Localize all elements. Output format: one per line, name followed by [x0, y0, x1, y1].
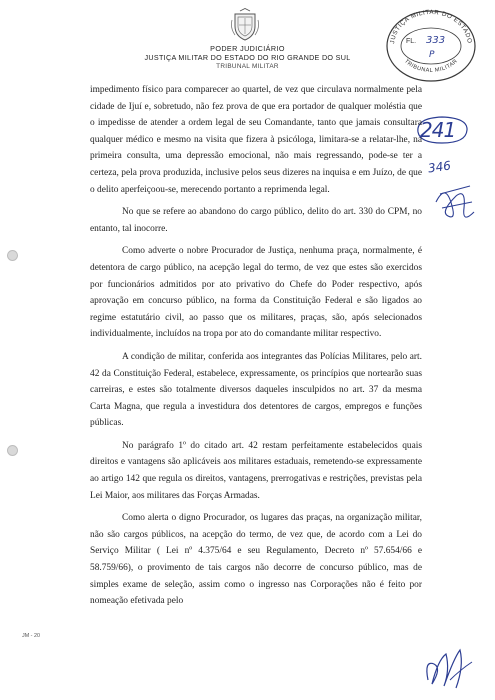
punch-hole	[7, 250, 18, 261]
punch-hole	[7, 445, 18, 456]
stamp-top-arc-text: JUSTIÇA MILITAR DO ESTADO	[389, 8, 473, 45]
header-court: JUSTIÇA MILITAR DO ESTADO DO RIO GRANDE DO SUL	[144, 53, 351, 62]
stamp-initial: P	[429, 50, 435, 60]
header-section: TRIBUNAL MILITAR	[216, 63, 279, 70]
stamp-fl-label: FL.	[406, 38, 417, 45]
header-institution: PODER JUDICIÁRIO	[210, 44, 285, 53]
paragraph: impedimento físico para comparecer ao quartel, de vez que circulava normalmente pela cidade de Ijuí e, sobretudo, não fez prova de que era portador de qualquer moléstia que o impedisse de atender a ordem legal de seu Comandante, tanto que jamais consultara qualquer médico e mesmo na visita que fizera à psicóloga, limitara-se a relatar-lhe, na primeira consulta, uma depressão emocional, não mais regressando, pode-se ter a certeza, pela prova produzida, inclusive pelos seus dizeres na inquisa e em Juízo, de que o delito aperfeiçoou-se, merecendo portanto a reprimenda legal.	[90, 85, 422, 195]
paragraph: No parágrafo 1º do citado art. 42 restam perfeitamente estabelecidos quais direitos e vantagens são aplicáveis aos militares estaduais, remetendo-se expressamente ao artigo 142 que regula os direitos, vantagens, prerrogativas e restrições, previstas pela Lei Maior, aos militares das Forças Armadas.	[90, 440, 422, 501]
paragraph: A condição de militar, conferida aos integrantes das Polícias Militares, pelo art. 42 da Constituição Federal, estabelece, expressamente, os princípios que nortearão suas carreiras, e estes são totalmente diversos daqueles insculpidos no art. 37 da mesma Carta Magna, que regula a investidura dos detentores de cargos, empregos e funções públicas.	[90, 351, 422, 429]
stamp-fl-number: 333	[426, 35, 446, 46]
registry-stamp	[382, 6, 480, 84]
svg-text:TRIBUNAL MILITAR	[403, 58, 459, 74]
handwritten-initials	[430, 172, 480, 230]
stamp-bottom-arc-text: TRIBUNAL MILITAR	[402, 58, 460, 74]
document-body	[90, 82, 422, 616]
coat-of-arms-emblem	[230, 8, 260, 42]
paragraph: Como adverte o nobre Procurador de Justiça, nenhuma praça, normalmente, é detentora de cargo público, na acepção legal do termo, de vez que estes são exercidos por funcionários admitidos por ato privativo do Chefe do Poder respectivo, após aprovação em concurso público, na forma da Constituição Federal e são ligados ao regime estatutário civil, ao passo que os militares, praças, são, após selecionados individualmente, incluídos na tropa por ato do comandante militar respectivo.	[90, 246, 422, 340]
handwritten-page-number: 241	[420, 118, 456, 142]
paragraph: No que se refere ao abandono do cargo público, delito do art. 330 do CPM, no entanto, tal inocorre.	[90, 207, 422, 234]
handwritten-signature	[420, 640, 480, 695]
paragraph: Como alerta o digno Procurador, os lugares das praças, na organização militar, não são cargos públicos, na acepção do termo, de vez que, de acordo com a Lei do Serviço Militar ( Lei nº 4.375/64 e seu Regulamento, Decreto nº 57.654/66 e 58.759/66), o provimento de tais cargos não decorre de concurso público, mas de simples exame de seleção, assim como o ingresso nas Corporações não é feito por nomeação efetivada pelo	[90, 513, 422, 607]
form-code: JM - 20	[22, 633, 40, 639]
handwritten-side-note: 346	[427, 158, 452, 176]
